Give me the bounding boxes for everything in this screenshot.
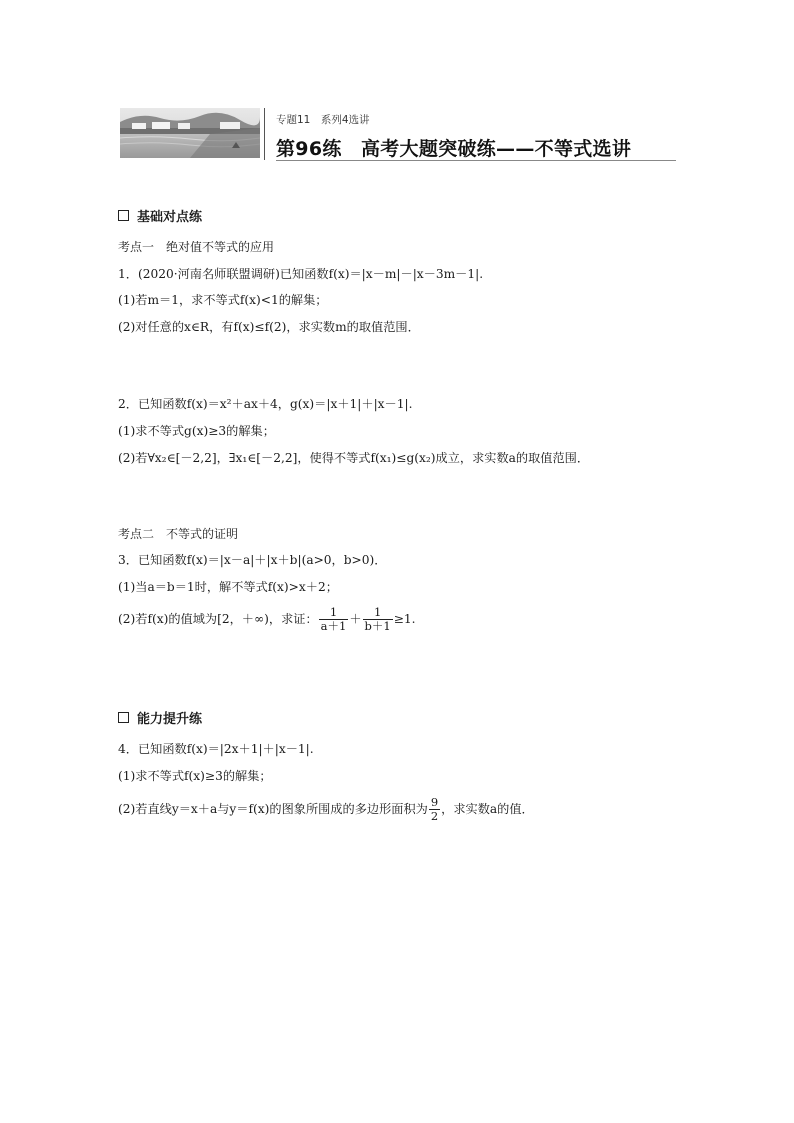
kaodian-heading: 考点一 绝对值不等式的应用 <box>118 240 275 254</box>
fraction-denominator: 2 <box>430 809 439 823</box>
problem-2-stem: 2．已知函数f(x)＝x²＋ax＋4，g(x)＝|x＋1|＋|x－1|. <box>118 397 413 411</box>
fraction-denominator: a＋1 <box>320 619 347 633</box>
header-subtitle: 专题11 系列4选讲 <box>276 114 370 126</box>
problem-3-part2-prefix: (2)若f(x)的值域为[2，＋∞)，求证： <box>118 612 318 626</box>
checkbox-square-icon <box>118 712 129 723</box>
plus-sign: ＋ <box>349 612 362 626</box>
fraction-denominator: b＋1 <box>364 619 391 633</box>
problem-4-part2-prefix: (2)若直线y＝x＋a与y＝f(x)的图象所围成的多边形面积为 <box>118 802 428 816</box>
problem-3-part2-suffix: ≥1. <box>393 612 416 626</box>
page-title: 第96练 高考大题突破练——不等式选讲 <box>276 138 632 160</box>
problem-4-part2 <box>118 796 534 823</box>
checkbox-square-icon <box>118 210 129 221</box>
problem-3-stem: 3．已知函数f(x)＝|x－a|＋|x＋b|(a>0，b>0)． <box>118 553 387 567</box>
section-heading-ability <box>118 708 202 727</box>
problem-2-part1: (1)求不等式g(x)≥3的解集； <box>118 424 275 438</box>
problem-4-part1: (1)求不等式f(x)≥3的解集； <box>118 769 272 783</box>
fraction-1-over-b-plus-1 <box>363 606 393 633</box>
section-label: 基础对点练 <box>137 210 203 225</box>
fraction-9-over-2 <box>429 796 440 823</box>
problem-3-part1: (1)当a＝b＝1时，解不等式f(x)>x＋2； <box>118 580 338 594</box>
section-heading-basic <box>118 206 202 225</box>
problem-1-part2: (2)对任意的x∈R，有f(x)≤f(2)，求实数m的取值范围． <box>118 320 420 334</box>
problem-4-stem: 4．已知函数f(x)＝|2x＋1|＋|x－1|. <box>118 742 314 756</box>
kaodian-heading: 考点二 不等式的证明 <box>118 527 239 541</box>
fraction-1-over-a-plus-1 <box>319 606 349 633</box>
problem-4-part2-suffix: ，求实数a的值． <box>441 802 534 816</box>
header-underline <box>276 160 676 161</box>
problem-2-part2: (2)若∀x₂∈[－2,2]，∃x₁∈[－2,2]，使得不等式f(x₁)≤g(x₂)成立，求实数a的取值范围． <box>118 451 590 465</box>
fraction-numerator: 1 <box>363 606 393 620</box>
fraction-numerator: 9 <box>430 795 439 809</box>
problem-1-stem: 1．(2020·河南名师联盟调研)已知函数f(x)＝|x－m|－|x－3m－1|. <box>118 267 484 281</box>
problem-1-part1: (1)若m＝1，求不等式f(x)<1的解集； <box>118 293 328 307</box>
header-divider <box>264 108 265 160</box>
header-landscape-image <box>120 108 260 158</box>
section-label: 能力提升练 <box>137 712 203 727</box>
fraction-numerator: 1 <box>319 606 349 620</box>
problem-3-part2 <box>118 606 416 633</box>
